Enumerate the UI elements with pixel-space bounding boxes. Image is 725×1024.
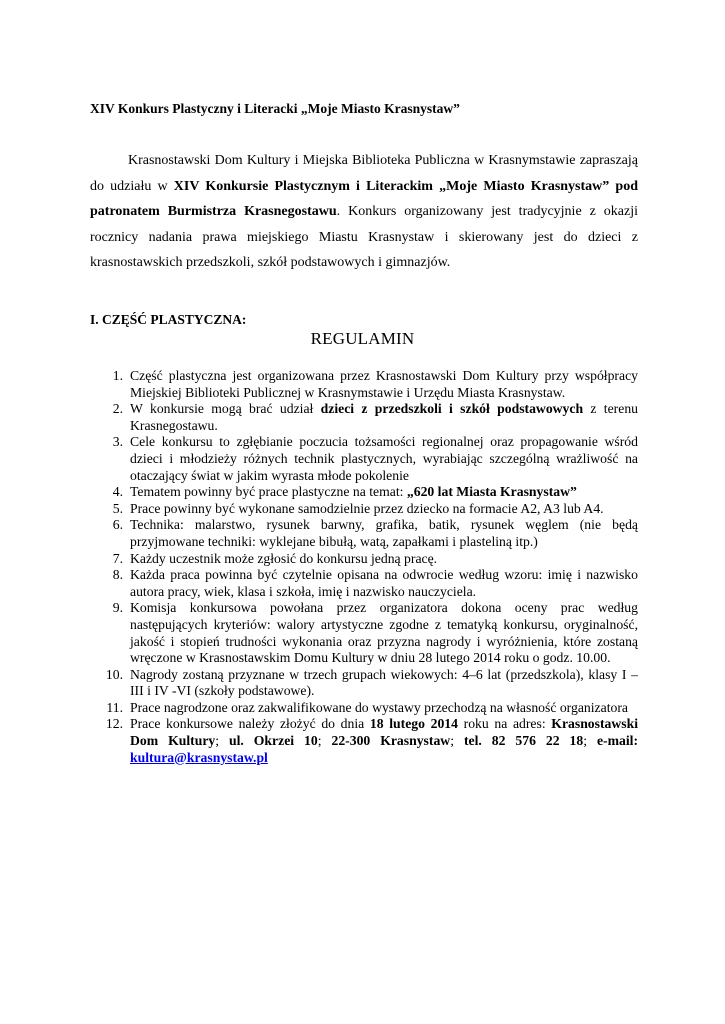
rule-item-5	[90, 501, 638, 518]
separator: ;	[215, 733, 229, 749]
rule-item-2	[90, 401, 638, 434]
rule-text: Prace konkursowe należy złożyć do dnia	[130, 716, 370, 732]
address-street: ul. Okrzei 10	[229, 733, 318, 749]
rule-number: 11.	[106, 699, 123, 715]
rule-number: 4.	[112, 484, 123, 500]
rule-number: 7.	[112, 550, 123, 566]
rule-item-9	[90, 600, 638, 666]
regulamin-heading: REGULAMIN	[310, 329, 415, 348]
rule-text: roku na adres:	[458, 716, 552, 732]
rule-item-1	[90, 368, 638, 401]
rule-text: Tematem powinny być prace plastyczne na temat:	[130, 484, 407, 500]
address-institution: Krasnostawski Dom Kultury	[130, 716, 638, 749]
rule-bold-text: dzieci z przedszkoli i szkół podstawowych	[320, 401, 584, 417]
rule-text: Każda praca powinna być czytelnie opisana na odwrocie według wzoru: imię i nazwisko autora pracy, wiek, klasa i szkoła, imię i nazwisko nauczyciela.	[130, 567, 638, 599]
email-label: e-mail:	[596, 733, 639, 749]
rule-text: Cele konkursu to zgłębianie poczucia tożsamości regionalnej oraz propagowanie wśród dzieci i młodzieży różnych technik plastycznych, wyrabiając szczególną wrażliwość na otaczający świat w jakim wyrasta młode pokolenie	[130, 434, 638, 483]
separator: ;	[583, 733, 597, 749]
rule-number: 2.	[112, 401, 123, 417]
rule-number: 12.	[105, 716, 123, 732]
intro-text: Krasnostawski Dom Kultury i Miejska Biblioteka Publiczna w Krasnymstawie zapraszają do udziału w	[90, 153, 638, 194]
rule-item-6	[90, 517, 638, 550]
rule-text: Technika: malarstwo, rysunek barwny, grafika, batik, rysunek węglem (nie będą przyjmowane techniki: wyklejane bibułą, watą, zapałkami i plasteliną itp.)	[130, 517, 638, 549]
separator: ;	[450, 733, 464, 749]
rule-number: 3.	[112, 434, 123, 450]
rule-text: W konkursie mogą brać udział	[130, 401, 321, 417]
rule-item-3	[90, 434, 638, 484]
intro-bold-contest-name: XIV Konkursie Plastycznym i Literackim „Moje Miasto Krasnystaw” pod patronatem Burmistrza Krasnegostawu	[90, 178, 638, 219]
rule-item-10	[90, 667, 638, 700]
deadline-date: 18 lutego 2014	[369, 716, 458, 732]
email-link[interactable]: kultura@krasnystaw.pl	[130, 749, 268, 765]
rule-item-8	[90, 567, 638, 600]
rule-number: 1.	[112, 368, 123, 383]
rule-number: 5.	[112, 500, 123, 516]
address-phone: tel. 82 576 22 18	[463, 733, 584, 749]
rule-number: 9.	[112, 600, 123, 616]
section-heading: I. CZĘŚĆ PLASTYCZNA:	[90, 312, 247, 327]
separator: ;	[317, 733, 332, 749]
rule-text: Część plastyczna jest organizowana przez Krasnostawski Dom Kultury przy współpracy Miejskiej Biblioteki Publicznej w Krasnymstawie i Urzędu Miasta Krasnystaw.	[130, 368, 638, 400]
rule-number: 10.	[105, 666, 123, 682]
rule-text: Prace nagrodzone oraz zakwalifikowane do wystawy przechodzą na własność organizatora	[130, 699, 628, 715]
rule-text: Komisja konkursowa powołana przez organizatora dokona oceny prac według następujących kryteriów: walory artystyczne zgodne z tematyką konkursu, oryginalność, jakość i stopień trudności wykonania oraz przyzna nagrody i wyróżnienia, które zostaną wręczone w Krasnostawskim Domu Kultury w dniu 28 lutego 2014 roku o godz. 10.00.	[130, 600, 638, 666]
rule-item-11	[90, 700, 638, 717]
rule-item-12	[90, 716, 638, 766]
rule-item-7	[90, 551, 638, 568]
rule-text: Nagrody zostaną przyznane w trzech grupach wiekowych: 4–6 lat (przedszkola), klasy I – III i IV -VI (szkoły podstawowe).	[130, 666, 638, 699]
document-title: XIV Konkurs Plastyczny i Literacki „Moje Miasto Krasnystaw”	[90, 101, 460, 116]
intro-paragraph	[90, 148, 638, 276]
rule-number: 6.	[112, 517, 123, 533]
address-city: 22-300 Krasnystaw	[331, 733, 451, 749]
rule-bold-text: „620 lat Miasta Krasnystaw”	[406, 484, 577, 500]
rules-list	[90, 368, 638, 766]
rule-item-4	[90, 484, 638, 501]
rule-text: Każdy uczestnik może zgłosić do konkursu jedną pracę.	[130, 550, 438, 566]
rule-text: Prace powinny być wykonane samodzielnie przez dziecko na formacie A2, A3 lub A4.	[130, 500, 604, 516]
intro-text-rest: . Konkurs organizowany jest tradycyjnie z okazji rocznicy nadania prawa miejskiego Miastu Krasnystaw i skierowany jest do dzieci z krasnostawskich przedszkoli, szkół podstawowych i gimnazjów.	[90, 204, 638, 270]
rule-text: z terenu Krasnegostawu.	[130, 401, 639, 433]
rule-number: 8.	[112, 567, 123, 583]
